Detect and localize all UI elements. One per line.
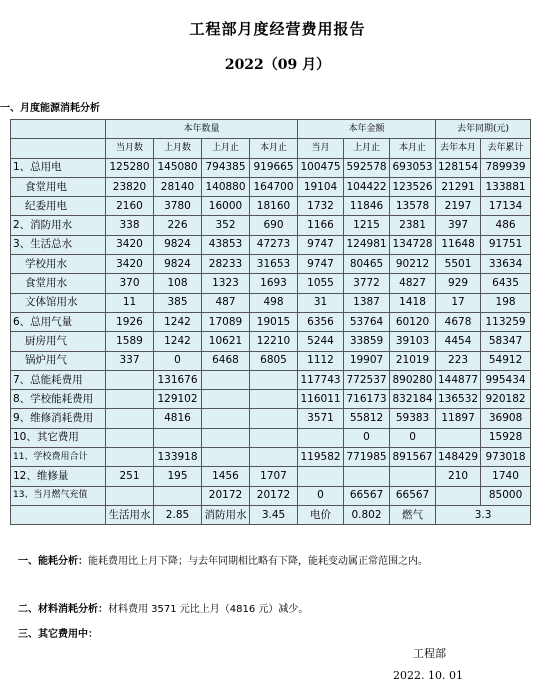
table-cell: 929 [436,274,481,293]
material-analysis-label: 二、材料消耗分析： [18,604,108,615]
table-cell: 9747 [298,235,344,254]
table-cell: 31 [298,293,344,312]
signature-date: 2022. 10. 01 [393,669,463,682]
table-cell: 1112 [298,351,344,370]
table-cell: 11648 [436,235,481,254]
table-cell: 53764 [344,312,390,331]
table-cell [106,486,154,505]
column-header: 本月止 [250,139,298,158]
table-cell: 1707 [250,467,298,486]
table-cell: 11897 [436,409,481,428]
row-label: 锅炉用气 [11,351,106,370]
table-cell: 771985 [344,448,390,467]
table-cell: 352 [202,216,250,235]
table-cell: 3571 [298,409,344,428]
table-cell: 123526 [390,177,436,196]
row-label: 6、总用气量 [11,312,106,331]
table-cell [202,370,250,389]
table-cell: 195 [154,467,202,486]
row-label: 食堂用电 [11,177,106,196]
table-row [11,177,531,196]
energy-table [10,119,531,525]
table-row [11,390,531,409]
table-cell: 17089 [202,312,250,331]
table-cell: 5244 [298,332,344,351]
table-cell: 338 [106,216,154,235]
price-value: 0.802 [344,505,390,524]
table-cell [106,390,154,409]
table-cell [250,428,298,447]
table-cell [436,428,481,447]
table-cell: 6805 [250,351,298,370]
section-heading-energy: 一、月度能源消耗分析 [0,103,100,114]
column-header: 上月数 [154,139,202,158]
table-row [11,216,531,235]
row-label: 1、总用电 [11,158,106,177]
table-row [11,312,531,331]
table-cell: 43853 [202,235,250,254]
table-row [11,274,531,293]
table-cell [202,428,250,447]
table-cell: 136532 [436,390,481,409]
table-cell: 891567 [390,448,436,467]
row-label: 13、当月燃气充值 [11,486,106,505]
table-cell: 1055 [298,274,344,293]
price-row [11,505,531,524]
table-cell [298,467,344,486]
corner-cell [11,120,106,139]
row-label: 3、生活总水 [11,235,106,254]
table-cell: 1387 [344,293,390,312]
table-cell: 124981 [344,235,390,254]
table-cell: 133881 [481,177,531,196]
row-label: 文体馆用水 [11,293,106,312]
table-row [11,255,531,274]
row-label: 7、总能耗费用 [11,370,106,389]
table-cell: 4678 [436,312,481,331]
table-cell: 487 [202,293,250,312]
table-cell: 21291 [436,177,481,196]
table-subheader-row [11,139,531,158]
table-cell: 31653 [250,255,298,274]
table-cell: 4827 [390,274,436,293]
table-cell: 36908 [481,409,531,428]
table-cell: 1732 [298,197,344,216]
table-cell: 198 [481,293,531,312]
table-cell: 0 [390,428,436,447]
table-cell [250,448,298,467]
table-cell: 90212 [390,255,436,274]
table-cell: 80465 [344,255,390,274]
table-cell: 9824 [154,235,202,254]
table-cell [250,390,298,409]
table-cell: 1166 [298,216,344,235]
table-cell: 66567 [344,486,390,505]
row-label: 纪委用电 [11,197,106,216]
table-cell: 47273 [250,235,298,254]
table-row [11,448,531,467]
price-value: 2.85 [154,505,202,524]
table-cell: 133918 [154,448,202,467]
energy-analysis-text: 能耗费用比上月下降；与去年同期相比略有下降，能耗变动属正常范围之内。 [88,556,428,567]
table-cell: 337 [106,351,154,370]
table-row [11,467,531,486]
table-cell: 20172 [250,486,298,505]
row-label: 11、学校费用合计 [11,448,106,467]
table-cell: 1456 [202,467,250,486]
row-label: 学校用水 [11,255,106,274]
table-cell: 134728 [390,235,436,254]
table-cell: 54912 [481,351,531,370]
table-cell: 592578 [344,158,390,177]
table-cell: 3420 [106,235,154,254]
table-cell: 251 [106,467,154,486]
table-cell: 4454 [436,332,481,351]
table-row [11,158,531,177]
table-cell: 690 [250,216,298,235]
row-label: 10、其它费用 [11,428,106,447]
table-cell: 119582 [298,448,344,467]
row-label: 9、维修消耗费用 [11,409,106,428]
table-cell: 20172 [202,486,250,505]
table-cell: 210 [436,467,481,486]
table-cell: 164700 [250,177,298,196]
table-cell: 91751 [481,235,531,254]
table-row [11,370,531,389]
row-label: 2、消防用水 [11,216,106,235]
table-cell: 0 [344,428,390,447]
table-cell: 6468 [202,351,250,370]
table-cell: 832184 [390,390,436,409]
table-cell [202,448,250,467]
table-cell: 385 [154,293,202,312]
table-cell: 1215 [344,216,390,235]
column-header: 本月止 [390,139,436,158]
table-cell: 4816 [154,409,202,428]
report-title: 工程部月度经营费用报告 [189,20,366,38]
table-group-header-row [11,120,531,139]
table-cell: 397 [436,216,481,235]
table-cell: 223 [436,351,481,370]
table-cell [202,390,250,409]
table-cell: 1693 [250,274,298,293]
table-cell: 2160 [106,197,154,216]
table-cell: 85000 [481,486,531,505]
table-cell: 60120 [390,312,436,331]
table-cell: 1242 [154,312,202,331]
table-cell: 28233 [202,255,250,274]
table-cell: 17 [436,293,481,312]
table-cell: 66567 [390,486,436,505]
table-cell: 0 [298,486,344,505]
table-cell: 3420 [106,255,154,274]
table-cell: 15928 [481,428,531,447]
price-row-blank [11,505,106,524]
column-header: 当月数 [106,139,154,158]
table-cell: 772537 [344,370,390,389]
table-cell: 100475 [298,158,344,177]
table-cell: 117743 [298,370,344,389]
table-cell [436,486,481,505]
table-cell: 21019 [390,351,436,370]
table-row [11,409,531,428]
table-cell: 108 [154,274,202,293]
table-cell: 12210 [250,332,298,351]
table-cell: 104422 [344,177,390,196]
table-cell: 919665 [250,158,298,177]
table-cell [298,428,344,447]
table-cell [106,409,154,428]
price-value: 3.45 [250,505,298,524]
table-cell: 116011 [298,390,344,409]
table-cell: 28140 [154,177,202,196]
table-cell: 58347 [481,332,531,351]
table-cell: 2381 [390,216,436,235]
table-cell [390,467,436,486]
table-cell: 1418 [390,293,436,312]
table-cell: 125280 [106,158,154,177]
table-cell: 59383 [390,409,436,428]
table-cell: 3780 [154,197,202,216]
table-cell: 129102 [154,390,202,409]
table-cell: 794385 [202,158,250,177]
table-cell: 144877 [436,370,481,389]
table-cell: 145080 [154,158,202,177]
table-cell: 486 [481,216,531,235]
table-cell: 128154 [436,158,481,177]
table-cell: 19907 [344,351,390,370]
energy-analysis-paragraph [18,552,428,567]
table-cell: 226 [154,216,202,235]
table-cell: 23820 [106,177,154,196]
table-cell: 789939 [481,158,531,177]
material-analysis-text: 材料费用 3571 元比上月（4816 元）减少。 [108,604,309,615]
table-cell: 920182 [481,390,531,409]
group-header-amount: 本年金额 [298,120,436,139]
table-cell: 18160 [250,197,298,216]
table-cell [106,448,154,467]
table-cell [250,370,298,389]
table-cell: 17134 [481,197,531,216]
table-cell: 19104 [298,177,344,196]
table-cell: 716173 [344,390,390,409]
table-cell: 33859 [344,332,390,351]
row-label: 厨房用气 [11,332,106,351]
table-cell: 6435 [481,274,531,293]
price-label: 生活用水 [106,505,154,524]
table-row [11,332,531,351]
table-cell: 9747 [298,255,344,274]
group-header-last-year: 去年同期(元) [436,120,531,139]
table-cell: 1740 [481,467,531,486]
other-costs-heading: 三、其它费用中： [18,629,98,640]
column-header: 去年本月 [436,139,481,158]
table-cell: 113259 [481,312,531,331]
table-cell: 973018 [481,448,531,467]
column-header: 上月止 [344,139,390,158]
column-header: 当月 [298,139,344,158]
report-period: 2022（09 月） [224,57,331,73]
column-header: 去年累计 [481,139,531,158]
table-row [11,293,531,312]
table-cell [344,467,390,486]
table-cell: 16000 [202,197,250,216]
price-label: 电价 [298,505,344,524]
table-row [11,197,531,216]
table-row [11,351,531,370]
table-cell: 11846 [344,197,390,216]
table-cell [202,409,250,428]
corner-cell [11,139,106,158]
table-cell: 0 [154,351,202,370]
table-cell: 39103 [390,332,436,351]
table-cell [106,428,154,447]
table-cell: 5501 [436,255,481,274]
table-row [11,235,531,254]
table-cell: 370 [106,274,154,293]
table-cell: 3772 [344,274,390,293]
row-label: 8、学校能耗费用 [11,390,106,409]
table-row [11,486,531,505]
table-cell: 498 [250,293,298,312]
table-cell: 693053 [390,158,436,177]
table-cell: 1926 [106,312,154,331]
table-cell: 140880 [202,177,250,196]
table-cell: 11 [106,293,154,312]
table-cell: 33634 [481,255,531,274]
table-cell: 890280 [390,370,436,389]
table-cell: 1589 [106,332,154,351]
table-cell: 148429 [436,448,481,467]
table-cell [154,486,202,505]
table-cell: 9824 [154,255,202,274]
price-value: 3.3 [436,505,531,524]
price-label: 消防用水 [202,505,250,524]
table-cell: 995434 [481,370,531,389]
table-cell: 6356 [298,312,344,331]
energy-analysis-label: 一、能耗分析： [18,556,88,567]
table-cell: 2197 [436,197,481,216]
material-analysis-paragraph [18,600,308,615]
table-cell: 1323 [202,274,250,293]
table-cell: 10621 [202,332,250,351]
table-cell: 131676 [154,370,202,389]
table-cell: 55812 [344,409,390,428]
signature-department: 工程部 [413,647,446,660]
table-cell [250,409,298,428]
table-cell: 1242 [154,332,202,351]
column-header: 上月止 [202,139,250,158]
table-cell [154,428,202,447]
row-label: 食堂用水 [11,274,106,293]
price-label: 燃气 [390,505,436,524]
group-header-quantity: 本年数量 [106,120,298,139]
table-cell: 19015 [250,312,298,331]
table-cell [106,370,154,389]
table-cell: 13578 [390,197,436,216]
row-label: 12、维修量 [11,467,106,486]
table-row [11,428,531,447]
